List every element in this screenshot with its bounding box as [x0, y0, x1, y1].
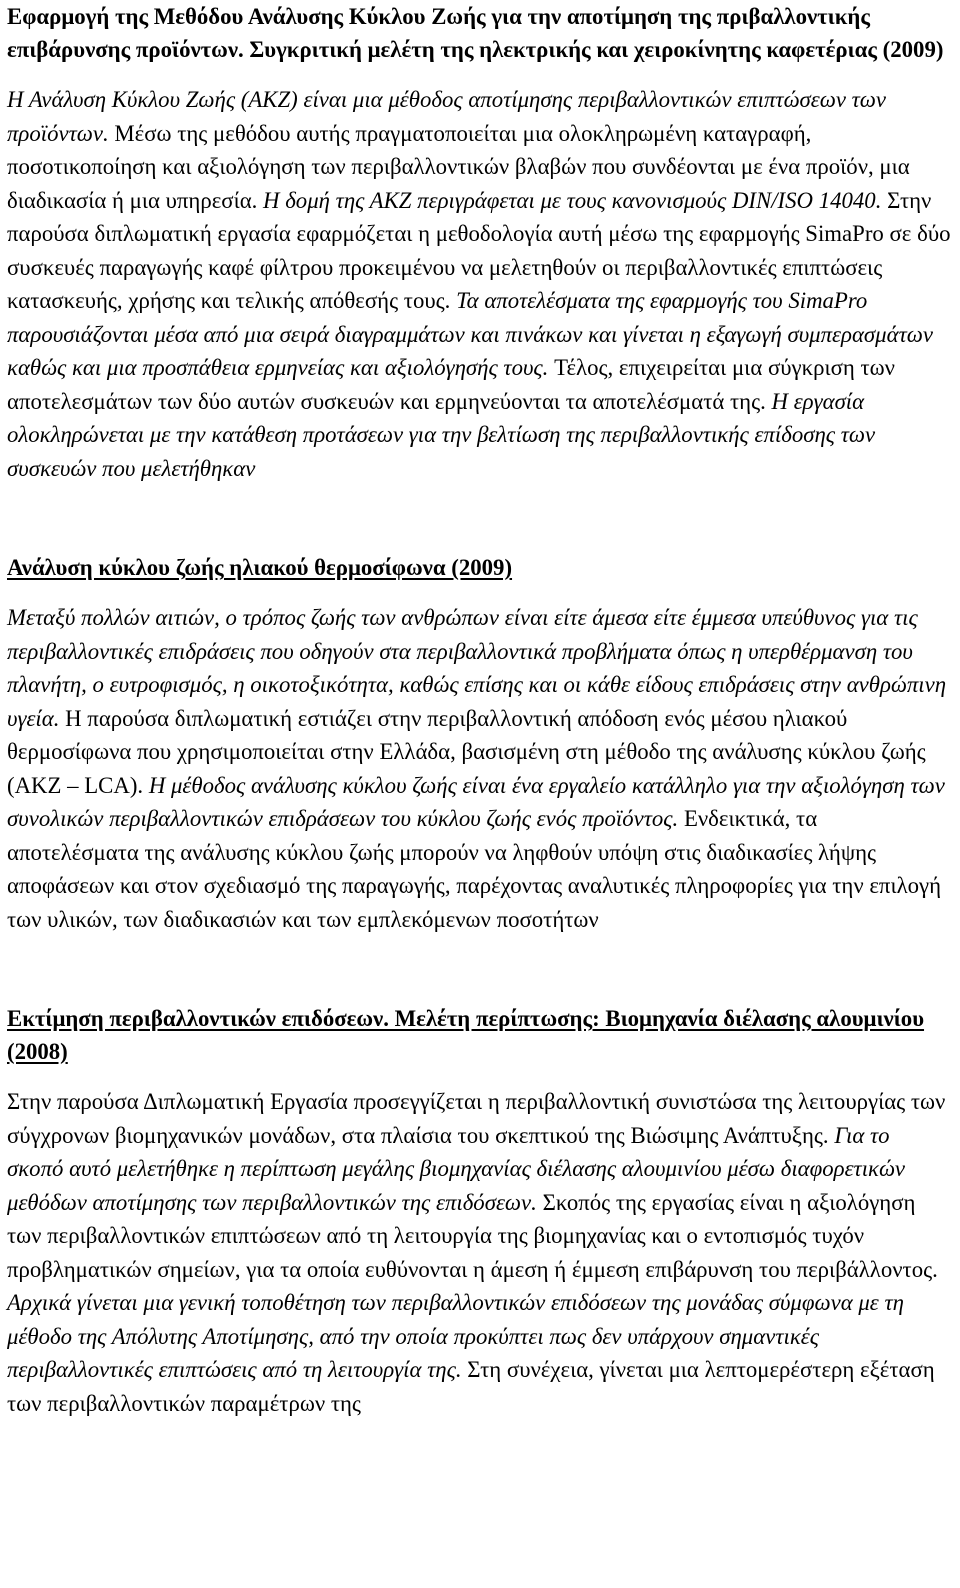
abstract-segment: Στην παρούσα Διπλωματική Εργασία προσεγγίζεται η περιβαλλοντική συνιστώσα της λειτουργίας των σύγχρονων βιομηχανικών μονάδων, στα πλαίσια του σκεπτικού της Βιώσιμης Ανάπτυξης. — [7, 1089, 946, 1148]
document-page — [7, 0, 951, 1420]
abstract-segment: Η εργασία ολοκληρώνεται με την κατάθεση προτάσεων για την βελτίωση της περιβαλλοντικής επίδοσης των συσκευών που μελετήθηκαν — [7, 388, 876, 481]
abstract-segment: Η δομή της ΑΚΖ περιγράφεται με τους κανονισμούς DIN/ISO 14040. — [263, 187, 888, 213]
thesis-entry — [7, 1002, 951, 1420]
thesis-entry — [7, 551, 951, 936]
thesis-title: Ανάλυση κύκλου ζωής ηλιακού θερμοσίφωνα (2009) — [7, 555, 513, 580]
abstract-segment: Αρχικά γίνεται μια γενική τοποθέτηση των περιβαλλοντικών επιδόσεων της μονάδας σύμφωνα με τη μέθοδο της Απόλυτης Αποτίμησης, από την οποία προκύπτει πως δεν υπάρχουν σημαντικές περιβαλλοντικές επιπτώσεις από τη λειτουργία της. — [7, 1290, 904, 1382]
abstract-segment: Η παρούσα διπλωματική εστιάζει στην περιβαλλοντική απόδοση ενός μέσου ηλιακού θερμοσίφωνα που χρησιμοποιείται στην Ελλάδα, βασισμένη στη μέθοδο της ανάλυσης κύκλου ζωής (ΑΚΖ – LCA). — [7, 705, 926, 798]
abstract-segment: Τα αποτελέσματα της εφαρμογής του SimaPro παρουσιάζονται μέσα από μια σειρά διαγραμμάτων και πινάκων και γίνεται η εξαγωγή συμπερασμάτων καθώς και μια προσπάθεια ερμηνείας και αξιολόγησής τους. — [7, 288, 933, 380]
abstract-segment: Στην παρούσα διπλωματική εργασία εφαρμόζεται η μεθοδολογία αυτή μέσω της εφαρμογής SimaPro σε δύο συσκευές παραγωγής καφέ φίλτρου προκειμένου να μελετηθούν οι περιβαλλοντικές επιπτώσεις κατασκευής, χρήσης και τελικής απόθεσής τους. — [7, 187, 951, 313]
thesis-title: Εφαρμογή της Μεθόδου Ανάλυσης Κύκλου Ζωής για την αποτίμηση της πριβαλλοντικής επιβάρυνσης προϊόντων. Συγκριτική μελέτη της ηλεκτρικής και χειροκίνητης καφετέριας (2009) — [7, 4, 944, 62]
abstract-segment: Μέσω της μεθόδου αυτής πραγματοποιείται μια ολοκληρωμένη καταγραφή, ποσοτικοποίηση και αξιολόγηση των περιβαλλοντικών βλαβών που συνδέονται με ένα προϊόν, μια διαδικασία ή μια υπηρεσία. — [7, 120, 910, 213]
abstract-segment: Σκοπός της εργασίας είναι η αξιολόγηση των περιβαλλοντικών επιπτώσεων από τη λειτουργία της βιομηχανίας και ο εντοπισμός τυχόν προβληματικών σημείων, για τα οποία ευθύνονται η άμεση ή έμμεση επιβάρυνση του περιβάλλοντος. — [7, 1189, 938, 1282]
abstract-segment: Στη συνέχεια, γίνεται μια λεπτομερέστερη εξέταση των περιβαλλοντικών παραμέτρων της — [7, 1357, 935, 1416]
abstract-segment: Τέλος, επιχειρείται μια σύγκριση των αποτελεσμάτων των δύο αυτών συσκευών και ερμηνεύονται τα αποτελέσματά της. — [7, 355, 895, 414]
thesis-abstract — [7, 83, 951, 485]
thesis-title: Εκτίμηση περιβαλλοντικών επιδόσεων. Μελέτη περίπτωσης: Βιομηχανία διέλασης αλουμινίου (2008) — [7, 1006, 925, 1064]
thesis-abstract — [7, 601, 951, 936]
abstract-segment: Ενδεικτικά, τα αποτελέσματα της ανάλυσης κύκλου ζωής μπορούν να ληφθούν υπόψη στις διαδικασίες λήψης αποφάσεων και στον σχεδιασμό της παραγωγής, παρέχοντας αναλυτικές πληροφορίες για την επιλογή των υλικών, των διαδικασιών και των εμπλεκόμενων ποσοτήτων — [7, 806, 942, 932]
abstract-segment: Για το σκοπό αυτό μελετήθηκε η περίπτωση μεγάλης βιομηχανίας διέλασης αλουμινίου μέσω διαφορετικών μεθόδων αποτίμησης των περιβαλλοντικών της επιδόσεων. — [7, 1122, 906, 1215]
abstract-segment: Η μέθοδος ανάλυσης κύκλου ζωής είναι ένα εργαλείο κατάλληλο για την αξιολόγηση των συνολικών περιβαλλοντικών επιδράσεων του κύκλου ζωής ενός προϊόντος. — [7, 772, 945, 831]
abstract-segment: Μεταξύ πολλών αιτιών, ο τρόπος ζωής των ανθρώπων είναι είτε άμεσα είτε έμμεσα υπεύθυνος για τις περιβαλλοντικές επιδράσεις που οδηγούν στα περιβαλλοντικά προβλήματα όπως η υπερθέρμανση του πλανήτη, ο ευτροφισμός, η οικοτοξικότητα, καθώς επίσης και οι κάθε είδους επιδράσεις στην ανθρώπινη υγεία. — [7, 605, 947, 731]
abstract-segment: Η Ανάλυση Κύκλου Ζωής (ΑΚΖ) είναι μια μέθοδος αποτίμησης περιβαλλοντικών επιπτώσεων των προϊόντων. — [7, 87, 887, 146]
thesis-entry — [7, 0, 951, 485]
thesis-abstract — [7, 1085, 951, 1420]
